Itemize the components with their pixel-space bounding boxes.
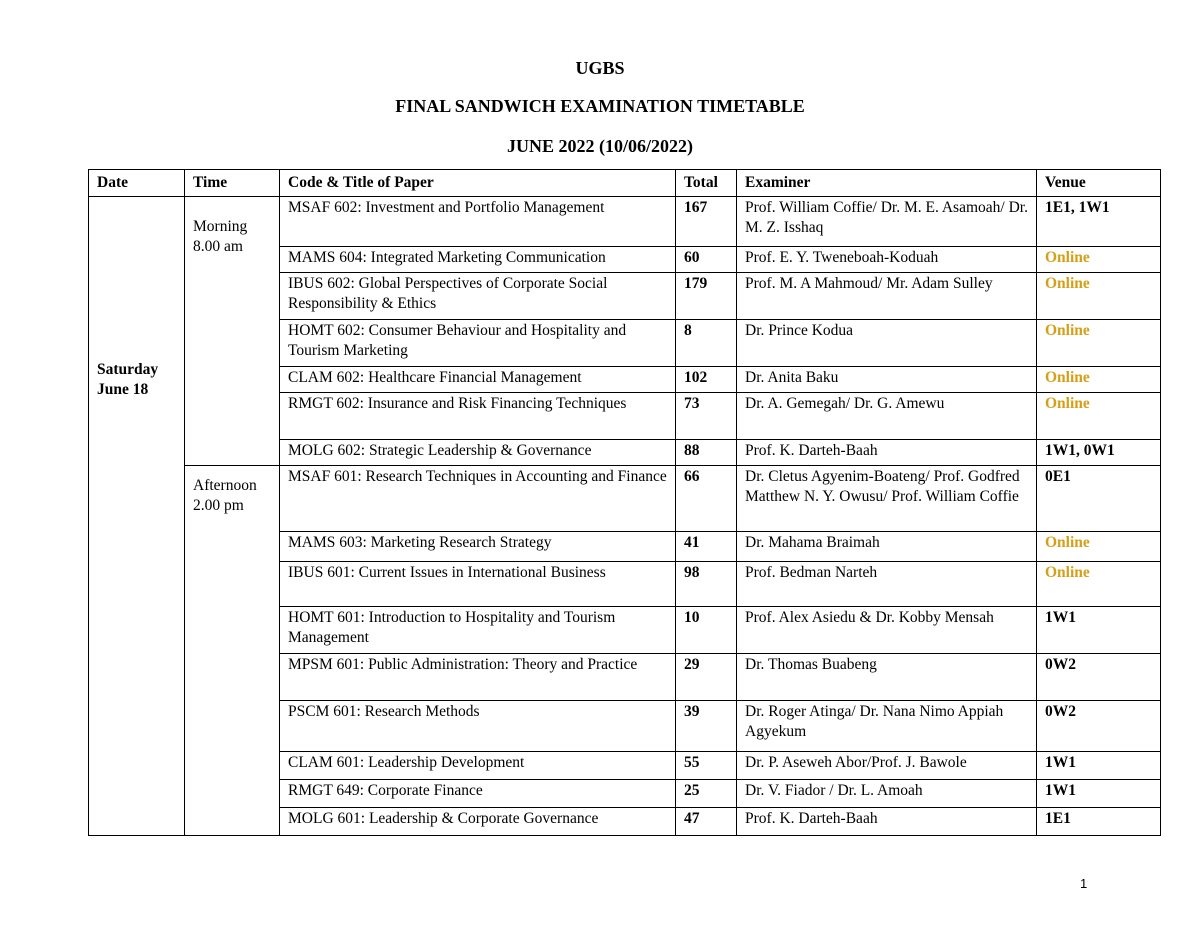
total-cell: 73 — [676, 393, 737, 440]
col-header-date: Date — [89, 170, 185, 197]
examiner-cell: Prof. M. A Mahmoud/ Mr. Adam Sulley — [737, 273, 1037, 320]
col-header-paper: Code & Title of Paper — [280, 170, 676, 197]
venue-cell: 0W2 — [1037, 654, 1161, 701]
venue-cell: 1W1, 0W1 — [1037, 440, 1161, 466]
total-cell: 98 — [676, 562, 737, 607]
examiner-cell: Dr. Anita Baku — [737, 367, 1037, 393]
examiner-cell: Prof. Alex Asiedu & Dr. Kobby Mensah — [737, 607, 1037, 654]
venue-cell: Online — [1037, 562, 1161, 607]
paper-cell: MOLG 601: Leadership & Corporate Governance — [280, 808, 676, 836]
total-cell: 88 — [676, 440, 737, 466]
venue-cell: 0W2 — [1037, 701, 1161, 752]
col-header-total: Total — [676, 170, 737, 197]
venue-cell: 1E1, 1W1 — [1037, 197, 1161, 247]
col-header-time: Time — [185, 170, 280, 197]
examiner-cell: Dr. V. Fiador / Dr. L. Amoah — [737, 780, 1037, 808]
examiner-cell: Prof. E. Y. Tweneboah-Koduah — [737, 247, 1037, 273]
time-cell-morning: Morning 8.00 am — [185, 197, 280, 466]
venue-cell: 0E1 — [1037, 466, 1161, 532]
total-cell: 41 — [676, 532, 737, 562]
table-row — [89, 466, 1161, 532]
venue-cell: Online — [1037, 320, 1161, 367]
exam-timetable — [88, 169, 1161, 836]
paper-cell: MAMS 603: Marketing Research Strategy — [280, 532, 676, 562]
total-cell: 60 — [676, 247, 737, 273]
paper-cell: MPSM 601: Public Administration: Theory and Practice — [280, 654, 676, 701]
total-cell: 25 — [676, 780, 737, 808]
examiner-cell: Prof. K. Darteh-Baah — [737, 440, 1037, 466]
total-cell: 29 — [676, 654, 737, 701]
venue-cell: Online — [1037, 532, 1161, 562]
total-cell: 39 — [676, 701, 737, 752]
examiner-cell: Dr. P. Aseweh Abor/Prof. J. Bawole — [737, 752, 1037, 780]
col-header-examiner: Examiner — [737, 170, 1037, 197]
paper-cell: RMGT 649: Corporate Finance — [280, 780, 676, 808]
paper-cell: CLAM 601: Leadership Development — [280, 752, 676, 780]
venue-cell: 1W1 — [1037, 780, 1161, 808]
paper-cell: RMGT 602: Insurance and Risk Financing Techniques — [280, 393, 676, 440]
venue-cell: 1E1 — [1037, 808, 1161, 836]
venue-cell: Online — [1037, 393, 1161, 440]
date-cell: Saturday June 18 — [89, 197, 185, 836]
paper-cell: MOLG 602: Strategic Leadership & Governance — [280, 440, 676, 466]
time-cell-afternoon: Afternoon 2.00 pm — [185, 466, 280, 836]
examiner-cell: Prof. Bedman Narteh — [737, 562, 1037, 607]
header-row — [89, 170, 1161, 197]
document-title: FINAL SANDWICH EXAMINATION TIMETABLE — [395, 96, 805, 116]
paper-cell: PSCM 601: Research Methods — [280, 701, 676, 752]
paper-cell: MSAF 601: Research Techniques in Accounting and Finance — [280, 466, 676, 532]
paper-cell: HOMT 601: Introduction to Hospitality and Tourism Management — [280, 607, 676, 654]
paper-cell: IBUS 602: Global Perspectives of Corporate Social Responsibility & Ethics — [280, 273, 676, 320]
total-cell: 55 — [676, 752, 737, 780]
examiner-cell: Dr. A. Gemegah/ Dr. G. Amewu — [737, 393, 1037, 440]
total-cell: 47 — [676, 808, 737, 836]
examiner-cell: Dr. Roger Atinga/ Dr. Nana Nimo Appiah Agyekum — [737, 701, 1037, 752]
examiner-cell: Dr. Mahama Braimah — [737, 532, 1037, 562]
document-subtitle: JUNE 2022 (10/06/2022) — [507, 136, 693, 156]
table-row — [89, 197, 1161, 247]
venue-cell: 1W1 — [1037, 607, 1161, 654]
org-heading: UGBS — [575, 58, 625, 78]
paper-cell: MAMS 604: Integrated Marketing Communication — [280, 247, 676, 273]
examiner-cell: Dr. Thomas Buabeng — [737, 654, 1037, 701]
total-cell: 179 — [676, 273, 737, 320]
total-cell: 167 — [676, 197, 737, 247]
paper-cell: IBUS 601: Current Issues in International Business — [280, 562, 676, 607]
total-cell: 66 — [676, 466, 737, 532]
paper-cell: CLAM 602: Healthcare Financial Management — [280, 367, 676, 393]
venue-cell: Online — [1037, 367, 1161, 393]
total-cell: 102 — [676, 367, 737, 393]
page-number: 1 — [1080, 876, 1088, 891]
venue-cell: 1W1 — [1037, 752, 1161, 780]
paper-cell: HOMT 602: Consumer Behaviour and Hospitality and Tourism Marketing — [280, 320, 676, 367]
total-cell: 8 — [676, 320, 737, 367]
examiner-cell: Prof. William Coffie/ Dr. M. E. Asamoah/ Dr. M. Z. Isshaq — [737, 197, 1037, 247]
col-header-venue: Venue — [1037, 170, 1161, 197]
examiner-cell: Dr. Cletus Agyenim-Boateng/ Prof. Godfred Matthew N. Y. Owusu/ Prof. William Coffie — [737, 466, 1037, 532]
venue-cell: Online — [1037, 273, 1161, 320]
examiner-cell: Prof. K. Darteh-Baah — [737, 808, 1037, 836]
venue-cell: Online — [1037, 247, 1161, 273]
paper-cell: MSAF 602: Investment and Portfolio Management — [280, 197, 676, 247]
total-cell: 10 — [676, 607, 737, 654]
examiner-cell: Dr. Prince Kodua — [737, 320, 1037, 367]
